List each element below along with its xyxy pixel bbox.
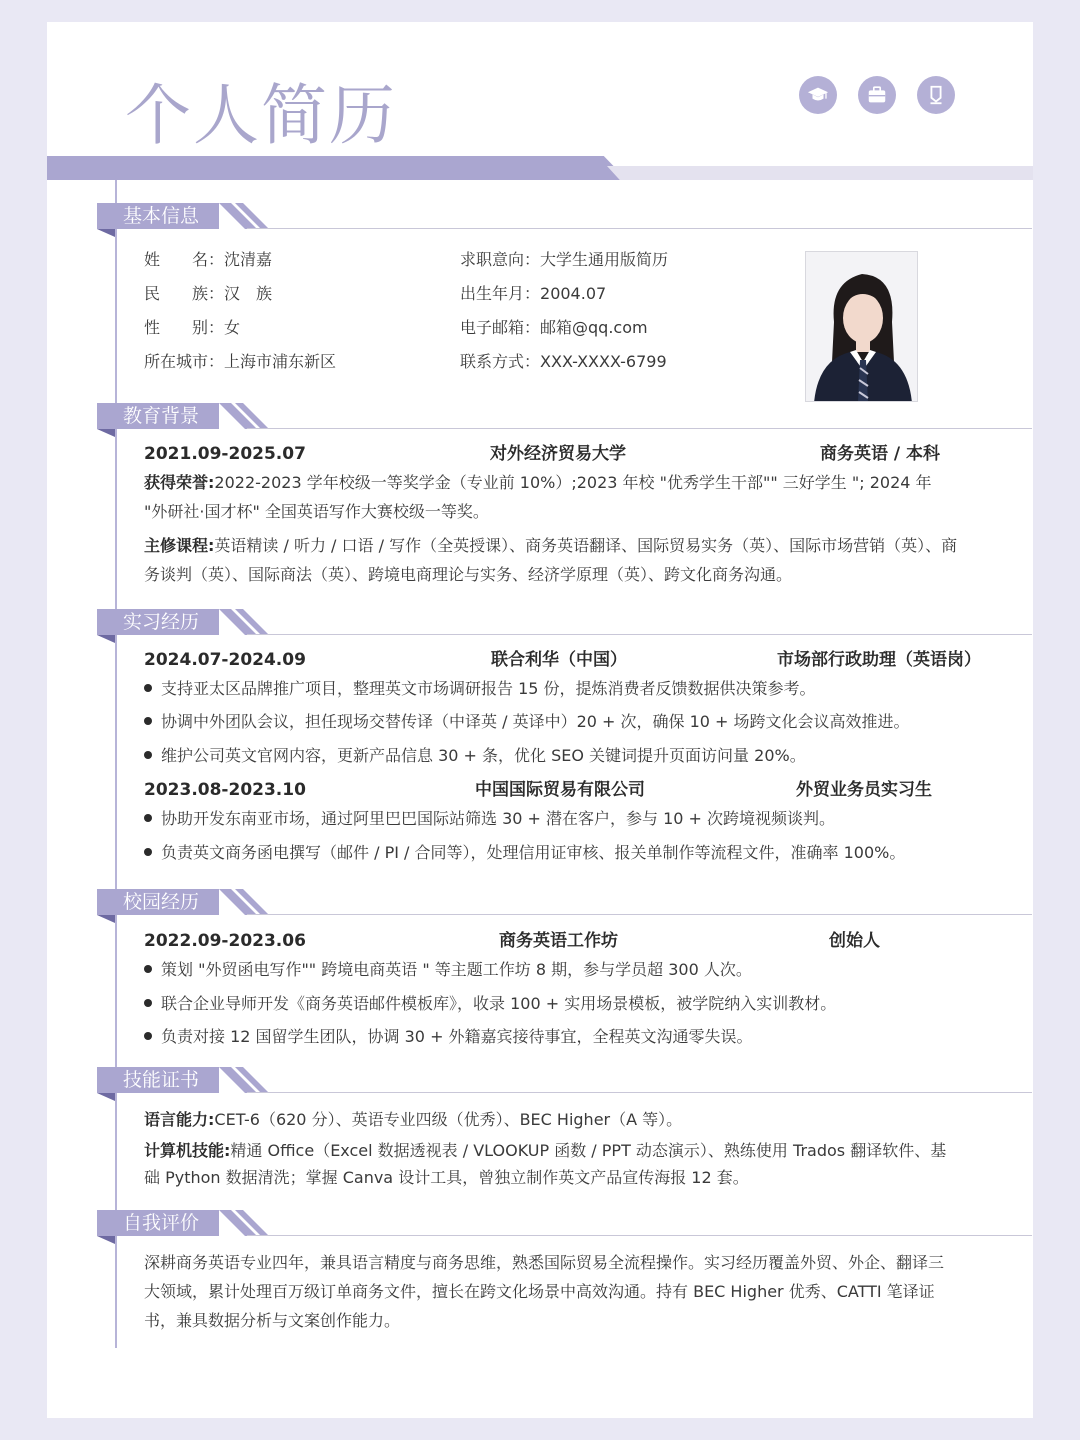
stripes-decoration: [219, 889, 269, 915]
name-row: 姓 名：沈清嘉: [144, 250, 273, 269]
timeline-line: [115, 180, 117, 1348]
section-divider: [247, 1092, 1032, 1093]
header-icons: [799, 76, 955, 114]
stripes-decoration: [219, 1210, 269, 1236]
section-fold: [97, 1093, 115, 1101]
edu-courses: 主修课程:英语精读 / 听力 / 口语 / 写作（全英授课）、商务英语翻译、国际贸易实务（英）、国际市场营销（英）、商务谈判（英）、国际商法（英）、跨境电商理论与实务、经济学原理（英）、跨文化商务沟通。: [144, 536, 958, 584]
section-title: 实习经历: [97, 609, 219, 635]
section-campus: [97, 889, 1032, 923]
section-fold: [97, 429, 115, 437]
list-item: 负责英文商务函电撰写（邮件 / PI / 合同等），处理信用证审核、报关单制作等流程文件，准确率 100%。: [144, 843, 905, 863]
section-title: 教育背景: [97, 403, 219, 429]
list-item: 协助开发东南亚市场，通过阿里巴巴国际站筛选 30 + 潜在客户，参与 10 + 次跨境视频谈判。: [144, 809, 835, 829]
stripes-decoration: [219, 1067, 269, 1093]
list-item: 协调中外团队会议，担任现场交替传译（中译英 / 英译中）20 + 次，确保 10 + 场跨文化会议高效推进。: [144, 712, 910, 732]
campus-role: 创始人: [829, 931, 880, 951]
section-basic-info: [97, 203, 1032, 237]
skill-language: 语言能力:CET-6（620 分）、英语专业四级（优秀）、BEC Higher（A 等）。: [144, 1110, 683, 1129]
gender-row: 性 别：女: [144, 318, 241, 337]
intent-row: 求职意向：大学生通用版简历: [460, 250, 669, 269]
birth-row: 出生年月：2004.07: [460, 284, 607, 303]
section-fold: [97, 915, 115, 923]
section-title: 基本信息: [97, 203, 219, 229]
section-fold: [97, 635, 115, 643]
stripes-decoration: [219, 203, 269, 229]
resume-page: [47, 22, 1033, 1418]
section-self-evaluation: [97, 1210, 1032, 1244]
section-internship: [97, 609, 1032, 643]
edu-honors: 获得荣誉:2022-2023 学年校级一等奖学金（专业前 10%）;2023 年校 "优秀学生干部"" 三好学生 "; 2024 年 "外研社·国才杯" 全国英语写作大赛校级一等奖。: [144, 473, 932, 521]
campus-org: 商务英语工作坊: [499, 931, 618, 951]
section-divider: [247, 228, 1032, 229]
intern-role: 外贸业务员实习生: [796, 780, 932, 800]
page-title: 个人简历: [125, 77, 397, 154]
stripes-decoration: [219, 609, 269, 635]
section-education: [97, 403, 1032, 437]
email-row: 电子邮箱：邮箱@qq.com: [460, 318, 648, 337]
edu-school: 对外经济贸易大学: [490, 444, 626, 464]
list-item: 联合企业导师开发《商务英语邮件模板库》，收录 100 + 实用场景模板，被学院纳入实训教材。: [144, 994, 836, 1014]
campus-period: 2022.09-2023.06: [144, 931, 306, 951]
intern-role: 市场部行政助理（英语岗）: [777, 650, 981, 670]
section-divider: [247, 634, 1032, 635]
city-row: 所在城市：上海市浦东新区: [144, 352, 337, 371]
section-divider: [247, 1235, 1032, 1236]
graduation-cap-icon: [799, 76, 837, 114]
intern-company: 联合利华（中国）: [491, 650, 627, 670]
intern-period: 2023.08-2023.10: [144, 780, 306, 800]
section-fold: [97, 1236, 115, 1244]
section-fold: [97, 229, 115, 237]
self-evaluation-text: 深耕商务英语专业四年，兼具语言精度与商务思维，熟悉国际贸易全流程操作。实习经历覆盖外贸、外企、翻译三大领域，累计处理百万级订单商务文件，擅长在跨文化场景中高效沟通。持有 BEC Higher 优秀、CATTI 笔译证书，兼具数据分析与文案创作能力。: [144, 1253, 945, 1330]
badge-icon: [917, 76, 955, 114]
stripes-decoration: [219, 403, 269, 429]
briefcase-icon: [858, 76, 896, 114]
section-title: 自我评价: [97, 1210, 219, 1236]
section-divider: [247, 428, 1032, 429]
list-item: 负责对接 12 国留学生团队，协调 30 + 外籍嘉宾接待事宜，全程英文沟通零失误。: [144, 1027, 753, 1047]
edu-period: 2021.09-2025.07: [144, 444, 306, 464]
section-divider: [247, 914, 1032, 915]
list-item: 支持亚太区品牌推广项目，整理英文市场调研报告 15 份，提炼消费者反馈数据供决策参考。: [144, 679, 816, 699]
ethnic-row: 民 族：汉 族: [144, 284, 273, 303]
section-skills: [97, 1067, 1032, 1101]
header-bar: [47, 156, 627, 180]
list-item: 策划 "外贸函电写作"" 跨境电商英语 " 等主题工作坊 8 期，参与学员超 300 人次。: [144, 960, 752, 980]
intern-company: 中国国际贸易有限公司: [475, 780, 645, 800]
section-title: 校园经历: [97, 889, 219, 915]
phone-row: 联系方式：XXX-XXXX-6799: [460, 352, 667, 371]
skill-computer: 计算机技能:精通 Office（Excel 数据透视表 / VLOOKUP 函数 / PPT 动态演示）、熟练使用 Trados 翻译软件、基础 Python 数据清洗；掌握 Canva 设计工具，曾独立制作英文产品宣传海报 12 套。: [144, 1141, 947, 1187]
section-title: 技能证书: [97, 1067, 219, 1093]
intern-period: 2024.07-2024.09: [144, 650, 306, 670]
header-bar-light: [607, 166, 1033, 180]
list-item: 维护公司英文官网内容，更新产品信息 30 + 条，优化 SEO 关键词提升页面访问量 20%。: [144, 746, 806, 766]
profile-photo: [805, 251, 918, 402]
edu-major: 商务英语 / 本科: [820, 444, 941, 464]
